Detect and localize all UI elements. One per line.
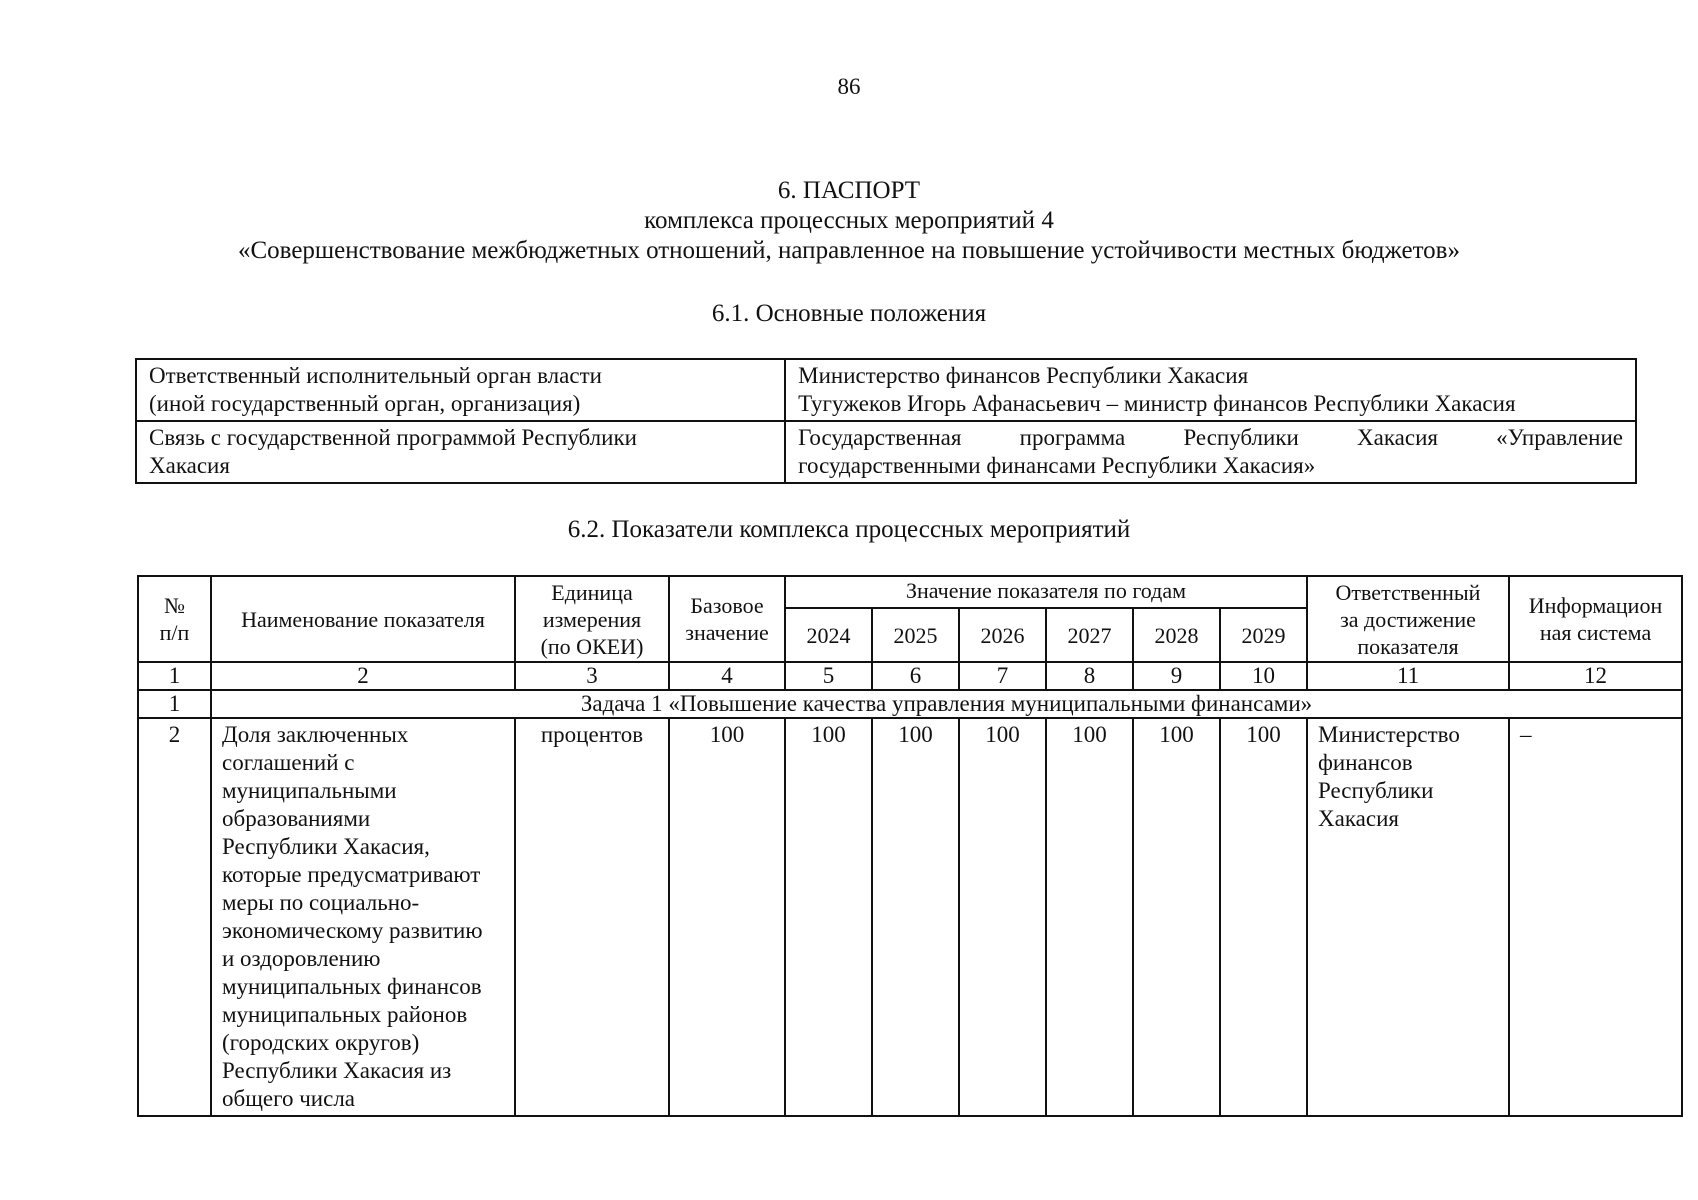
header-base: Базовое значение bbox=[669, 576, 785, 662]
header-unit: Единица измерения (по ОКЕИ) bbox=[515, 576, 669, 662]
column-number: 1 bbox=[138, 662, 211, 690]
document-heading bbox=[0, 176, 1698, 266]
indicators-table bbox=[137, 575, 1683, 1117]
value-line: Министерство финансов Республики Хакасия bbox=[798, 363, 1249, 388]
label-line: Связь с государственной программой Республики bbox=[149, 425, 637, 450]
header-year: 2028 bbox=[1133, 608, 1220, 662]
task-text: Задача 1 «Повышение качества управления муниципальными финансами» bbox=[211, 690, 1682, 718]
task-row bbox=[138, 690, 1682, 718]
passport-label-cell bbox=[136, 359, 785, 421]
column-number: 6 bbox=[872, 662, 959, 690]
column-number-row bbox=[138, 662, 1682, 690]
indicator-base-value: 100 bbox=[669, 718, 785, 1116]
indicator-value-2027: 100 bbox=[1046, 718, 1133, 1116]
heading-subtitle: комплекса процессных мероприятий 4 bbox=[644, 207, 1054, 234]
table-row bbox=[138, 718, 1682, 1116]
header-name: Наименование показателя bbox=[211, 576, 515, 662]
indicator-value-2025: 100 bbox=[872, 718, 959, 1116]
heading-program-name: «Совершенствование межбюджетных отношений, направленное на повышение устойчивости местных бюджетов» bbox=[238, 237, 1460, 264]
table-row bbox=[136, 359, 1636, 421]
column-number: 10 bbox=[1220, 662, 1307, 690]
indicator-name: Доля заключенных соглашений с муниципальными образованиями Республики Хакасия, которые предусматривают меры по социально- экономическому развитию и оздоровлению муниципальных финансов муниципальных районов (городских округов) Республики Хакасия из общего числа bbox=[211, 718, 515, 1116]
header-values-by-year: Значение показателя по годам bbox=[785, 576, 1307, 608]
table-row bbox=[136, 421, 1636, 483]
indicator-unit: процентов bbox=[515, 718, 669, 1116]
header-year: 2029 bbox=[1220, 608, 1307, 662]
indicator-value-2024: 100 bbox=[785, 718, 872, 1116]
task-num: 1 bbox=[138, 690, 211, 718]
row-num: 2 bbox=[138, 718, 211, 1116]
column-number: 4 bbox=[669, 662, 785, 690]
passport-label-cell bbox=[136, 421, 785, 483]
column-number: 12 bbox=[1509, 662, 1682, 690]
column-number: 2 bbox=[211, 662, 515, 690]
value-line: Государственная программа Республики Хакасия «Управление bbox=[798, 425, 1623, 450]
section-6-1-title: 6.1. Основные положения bbox=[711, 300, 987, 327]
indicator-value-2028: 100 bbox=[1133, 718, 1220, 1116]
label-line: Хакасия bbox=[149, 453, 230, 478]
header-year: 2026 bbox=[959, 608, 1046, 662]
indicator-info-system: – bbox=[1509, 718, 1682, 1116]
column-number: 11 bbox=[1307, 662, 1509, 690]
value-line: государственными финансами Республики Хакасия» bbox=[798, 453, 1316, 478]
page-number: 86 bbox=[837, 74, 861, 99]
header-row bbox=[138, 576, 1682, 608]
column-number: 5 bbox=[785, 662, 872, 690]
column-number: 7 bbox=[959, 662, 1046, 690]
indicator-value-2026: 100 bbox=[959, 718, 1046, 1116]
label-line: Ответственный исполнительный орган власти bbox=[149, 363, 602, 388]
passport-value-cell bbox=[785, 421, 1636, 483]
header-year: 2024 bbox=[785, 608, 872, 662]
header-info-system: Информацион ная система bbox=[1509, 576, 1682, 662]
column-number: 8 bbox=[1046, 662, 1133, 690]
indicator-responsible: Министерство финансов Республики Хакасия bbox=[1307, 718, 1509, 1116]
column-number: 3 bbox=[515, 662, 669, 690]
header-year: 2027 bbox=[1046, 608, 1133, 662]
header-year: 2025 bbox=[872, 608, 959, 662]
section-6-2-title: 6.2. Показатели комплекса процессных мероприятий bbox=[567, 516, 1131, 543]
header-responsible: Ответственный за достижение показателя bbox=[1307, 576, 1509, 662]
passport-value-cell bbox=[785, 359, 1636, 421]
label-line: (иной государственный орган, организация) bbox=[149, 391, 581, 416]
indicator-value-2029: 100 bbox=[1220, 718, 1307, 1116]
column-number: 9 bbox=[1133, 662, 1220, 690]
heading-title: 6. ПАСПОРТ bbox=[777, 177, 921, 204]
passport-table bbox=[135, 358, 1637, 484]
header-num: № п/п bbox=[138, 576, 211, 662]
value-line: Тугужеков Игорь Афанасьевич – министр финансов Республики Хакасия bbox=[798, 391, 1516, 416]
